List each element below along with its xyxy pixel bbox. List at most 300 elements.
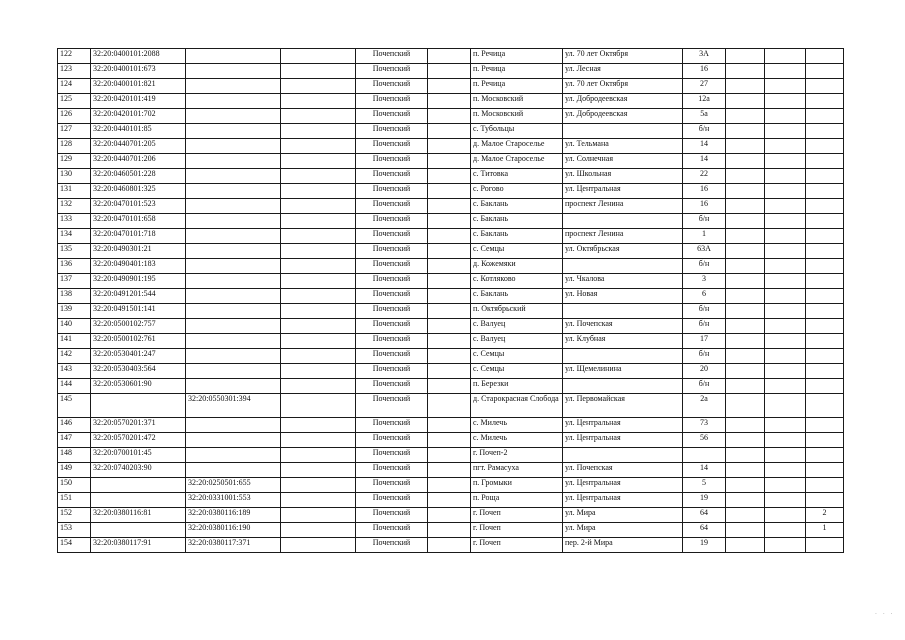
cell-house: 22 xyxy=(683,169,726,184)
cell-district: Почепский xyxy=(356,64,428,79)
cell-street: ул. Щемелинина xyxy=(563,364,683,379)
cell-cadastral-number: 32:20:0380117:91 xyxy=(91,538,186,553)
table-row xyxy=(58,493,844,508)
cell-settlement: пгт. Рамасуха xyxy=(471,463,563,478)
cell-street: ул. Центральная xyxy=(563,418,683,433)
cell-row-number: 129 xyxy=(58,154,91,169)
cell-empty xyxy=(281,124,356,139)
cell-street: ул. 70 лет Октября xyxy=(563,79,683,94)
cell-cadastral-number-2 xyxy=(186,448,281,463)
cell-district: Почепский xyxy=(356,379,428,394)
cell-street: ул. 70 лет Октября xyxy=(563,49,683,64)
cell-cadastral-number-2 xyxy=(186,433,281,448)
cell-house: 19 xyxy=(683,493,726,508)
cell-empty xyxy=(281,394,356,418)
cell-house: 16 xyxy=(683,199,726,214)
cell-cadastral-number-2 xyxy=(186,154,281,169)
cell-extra: 1 xyxy=(806,523,844,538)
cell-district: Почепский xyxy=(356,508,428,523)
cell-cadastral-number-2 xyxy=(186,274,281,289)
cell-street xyxy=(563,259,683,274)
cell-settlement: с. Рогово xyxy=(471,184,563,199)
table-row xyxy=(58,184,844,199)
cell-extra xyxy=(806,184,844,199)
cell-cadastral-number: 32:20:0440701:206 xyxy=(91,154,186,169)
cell-row-number: 143 xyxy=(58,364,91,379)
cell-district: Почепский xyxy=(356,274,428,289)
cell-row-number: 147 xyxy=(58,433,91,448)
cell-row-number: 138 xyxy=(58,289,91,304)
cell-settlement: д. Малое Староселье xyxy=(471,154,563,169)
cell-cadastral-number-2 xyxy=(186,259,281,274)
cell-empty xyxy=(281,64,356,79)
cell-district: Почепский xyxy=(356,493,428,508)
cell-empty xyxy=(765,169,806,184)
table-row xyxy=(58,259,844,274)
cell-row-number: 136 xyxy=(58,259,91,274)
cell-cadastral-number xyxy=(91,523,186,538)
cell-row-number: 135 xyxy=(58,244,91,259)
cell-row-number: 146 xyxy=(58,418,91,433)
cell-house: б/н xyxy=(683,349,726,364)
cell-street: ул. Солнечная xyxy=(563,154,683,169)
cell-house: 27 xyxy=(683,79,726,94)
cell-empty xyxy=(428,229,471,244)
cell-empty xyxy=(428,199,471,214)
cell-house: б/н xyxy=(683,379,726,394)
cell-empty xyxy=(726,538,765,553)
cell-district: Почепский xyxy=(356,49,428,64)
cell-extra xyxy=(806,94,844,109)
table-row xyxy=(58,154,844,169)
cell-extra xyxy=(806,418,844,433)
cell-row-number: 141 xyxy=(58,334,91,349)
cell-row-number: 130 xyxy=(58,169,91,184)
cell-house: 17 xyxy=(683,334,726,349)
cell-settlement: с. Баклань xyxy=(471,289,563,304)
cell-empty xyxy=(765,349,806,364)
cell-district: Почепский xyxy=(356,289,428,304)
cell-extra: 2 xyxy=(806,508,844,523)
table-row xyxy=(58,229,844,244)
cell-settlement: п. Московский xyxy=(471,109,563,124)
scan-marks: . . . xyxy=(875,609,895,616)
cell-cadastral-number: 32:20:0400101:673 xyxy=(91,64,186,79)
cell-settlement: г. Почеп xyxy=(471,508,563,523)
cell-row-number: 145 xyxy=(58,394,91,418)
cell-row-number: 126 xyxy=(58,109,91,124)
cell-cadastral-number: 32:20:0530601:90 xyxy=(91,379,186,394)
cell-district: Почепский xyxy=(356,448,428,463)
cell-extra xyxy=(806,139,844,154)
cell-empty xyxy=(726,139,765,154)
cell-extra xyxy=(806,259,844,274)
table-row xyxy=(58,508,844,523)
cell-cadastral-number xyxy=(91,478,186,493)
cell-settlement: п. Московский xyxy=(471,94,563,109)
cell-extra xyxy=(806,154,844,169)
cell-empty xyxy=(726,448,765,463)
cell-house: б/н xyxy=(683,304,726,319)
cell-settlement: д. Кожемяки xyxy=(471,259,563,274)
cell-empty xyxy=(428,124,471,139)
cell-empty xyxy=(281,418,356,433)
cell-cadastral-number-2: 32:20:0380116:190 xyxy=(186,523,281,538)
cell-house: 14 xyxy=(683,154,726,169)
cell-empty xyxy=(726,199,765,214)
cell-street: ул. Центральная xyxy=(563,433,683,448)
cell-district: Почепский xyxy=(356,214,428,229)
cell-cadastral-number: 32:20:0460801:325 xyxy=(91,184,186,199)
cell-empty xyxy=(765,478,806,493)
cell-empty xyxy=(281,139,356,154)
cell-empty xyxy=(428,79,471,94)
table-row xyxy=(58,274,844,289)
cell-empty xyxy=(765,538,806,553)
cell-cadastral-number-2 xyxy=(186,184,281,199)
cell-cadastral-number-2 xyxy=(186,49,281,64)
register-table-body xyxy=(58,49,844,553)
cell-cadastral-number-2 xyxy=(186,124,281,139)
cell-empty xyxy=(428,508,471,523)
cell-empty xyxy=(726,493,765,508)
cell-empty xyxy=(428,274,471,289)
cell-empty xyxy=(281,229,356,244)
cell-empty xyxy=(765,289,806,304)
cell-empty xyxy=(428,169,471,184)
cell-cadastral-number: 32:20:0570201:472 xyxy=(91,433,186,448)
cell-empty xyxy=(281,289,356,304)
cell-empty xyxy=(765,139,806,154)
cell-house: 73 xyxy=(683,418,726,433)
cell-extra xyxy=(806,244,844,259)
cell-empty xyxy=(726,304,765,319)
cell-empty xyxy=(765,94,806,109)
cell-cadastral-number-2 xyxy=(186,349,281,364)
table-row xyxy=(58,244,844,259)
cell-empty xyxy=(765,109,806,124)
cell-empty xyxy=(281,169,356,184)
table-row xyxy=(58,139,844,154)
cell-settlement: д. Старокрасная Слобода xyxy=(471,394,563,418)
cell-street: ул. Центральная xyxy=(563,478,683,493)
cell-cadastral-number: 32:20:0530401:247 xyxy=(91,349,186,364)
cell-cadastral-number-2: 32:20:0250501:655 xyxy=(186,478,281,493)
cell-district: Почепский xyxy=(356,319,428,334)
cell-cadastral-number-2 xyxy=(186,79,281,94)
cell-empty xyxy=(281,478,356,493)
cell-empty xyxy=(281,274,356,289)
cell-house: 64 xyxy=(683,523,726,538)
cell-settlement: с. Котляково xyxy=(471,274,563,289)
cell-settlement: с. Семцы xyxy=(471,244,563,259)
table-row xyxy=(58,109,844,124)
cell-empty xyxy=(428,244,471,259)
cell-empty xyxy=(281,109,356,124)
cell-empty xyxy=(726,259,765,274)
cell-empty xyxy=(765,259,806,274)
cell-house: 3А xyxy=(683,49,726,64)
cell-settlement: п. Роща xyxy=(471,493,563,508)
cell-district: Почепский xyxy=(356,229,428,244)
cell-district: Почепский xyxy=(356,463,428,478)
cell-cadastral-number-2 xyxy=(186,289,281,304)
cell-empty xyxy=(428,214,471,229)
cell-empty xyxy=(428,523,471,538)
cell-empty xyxy=(428,493,471,508)
cell-street: проспект Ленина xyxy=(563,229,683,244)
cell-empty xyxy=(428,109,471,124)
cell-empty xyxy=(428,394,471,418)
cell-extra xyxy=(806,463,844,478)
cell-settlement: с. Баклань xyxy=(471,214,563,229)
cell-row-number: 133 xyxy=(58,214,91,229)
cell-extra xyxy=(806,478,844,493)
cell-empty xyxy=(726,274,765,289)
cell-house: 14 xyxy=(683,463,726,478)
cell-extra xyxy=(806,274,844,289)
cell-street xyxy=(563,124,683,139)
cell-empty xyxy=(281,319,356,334)
cell-settlement: п. Октябрьский xyxy=(471,304,563,319)
cell-extra xyxy=(806,214,844,229)
cell-cadastral-number-2: 32:20:0380117:371 xyxy=(186,538,281,553)
cell-house: 14 xyxy=(683,139,726,154)
cell-district: Почепский xyxy=(356,538,428,553)
cell-empty xyxy=(726,418,765,433)
table-row xyxy=(58,379,844,394)
cell-district: Почепский xyxy=(356,259,428,274)
cell-empty xyxy=(428,433,471,448)
table-row xyxy=(58,319,844,334)
cell-empty xyxy=(765,229,806,244)
cell-extra xyxy=(806,538,844,553)
cell-street: ул. Новая xyxy=(563,289,683,304)
cell-settlement: г. Почеп xyxy=(471,523,563,538)
cell-row-number: 152 xyxy=(58,508,91,523)
cell-cadastral-number: 32:20:0440101:85 xyxy=(91,124,186,139)
cell-empty xyxy=(428,538,471,553)
cell-empty xyxy=(428,349,471,364)
cell-cadastral-number: 32:20:0400101:821 xyxy=(91,79,186,94)
cell-empty xyxy=(428,64,471,79)
cell-row-number: 140 xyxy=(58,319,91,334)
cell-cadastral-number xyxy=(91,394,186,418)
cell-empty xyxy=(726,394,765,418)
cell-cadastral-number-2 xyxy=(186,109,281,124)
table-row xyxy=(58,289,844,304)
cell-cadastral-number-2 xyxy=(186,229,281,244)
cell-street: ул. Октябрьская xyxy=(563,244,683,259)
cell-district: Почепский xyxy=(356,304,428,319)
cell-district: Почепский xyxy=(356,364,428,379)
cell-cadastral-number-2: 32:20:0550301:394 xyxy=(186,394,281,418)
cell-row-number: 153 xyxy=(58,523,91,538)
cell-cadastral-number: 32:20:0470101:523 xyxy=(91,199,186,214)
cell-empty xyxy=(281,433,356,448)
cell-settlement: с. Баклань xyxy=(471,199,563,214)
cell-cadastral-number: 32:20:0380116:81 xyxy=(91,508,186,523)
cell-empty xyxy=(428,304,471,319)
cell-cadastral-number-2 xyxy=(186,169,281,184)
cell-extra xyxy=(806,109,844,124)
cell-empty xyxy=(765,154,806,169)
cell-street: ул. Тельмана xyxy=(563,139,683,154)
cell-cadastral-number-2 xyxy=(186,244,281,259)
cell-cadastral-number: 32:20:0500102:757 xyxy=(91,319,186,334)
cell-house: 63А xyxy=(683,244,726,259)
cell-row-number: 137 xyxy=(58,274,91,289)
cell-settlement: с. Семцы xyxy=(471,364,563,379)
cell-empty xyxy=(281,79,356,94)
cell-empty xyxy=(765,244,806,259)
cell-street: ул. Центральная xyxy=(563,184,683,199)
cell-empty xyxy=(281,493,356,508)
cell-extra xyxy=(806,379,844,394)
cell-empty xyxy=(765,319,806,334)
cell-settlement: с. Милечь xyxy=(471,433,563,448)
cell-empty xyxy=(726,334,765,349)
table-row xyxy=(58,214,844,229)
cell-extra xyxy=(806,169,844,184)
table-row xyxy=(58,364,844,379)
table-row xyxy=(58,94,844,109)
cell-settlement: с. Баклань xyxy=(471,229,563,244)
table-row xyxy=(58,49,844,64)
cell-cadastral-number: 32:20:0700101:45 xyxy=(91,448,186,463)
cell-extra xyxy=(806,49,844,64)
cell-cadastral-number: 32:20:0420101:702 xyxy=(91,109,186,124)
cell-empty xyxy=(765,64,806,79)
cell-house: 2а xyxy=(683,394,726,418)
cell-street xyxy=(563,379,683,394)
cell-street: ул. Почепская xyxy=(563,463,683,478)
cell-empty xyxy=(281,334,356,349)
cell-cadastral-number-2 xyxy=(186,379,281,394)
cell-street: ул. Центральная xyxy=(563,493,683,508)
cell-empty xyxy=(726,229,765,244)
cell-row-number: 150 xyxy=(58,478,91,493)
cell-settlement: с. Семцы xyxy=(471,349,563,364)
cell-settlement: п. Березки xyxy=(471,379,563,394)
cell-cadastral-number: 32:20:0491201:544 xyxy=(91,289,186,304)
cell-district: Почепский xyxy=(356,433,428,448)
cell-street: ул. Мира xyxy=(563,508,683,523)
cell-cadastral-number-2 xyxy=(186,319,281,334)
cell-cadastral-number: 32:20:0440701:205 xyxy=(91,139,186,154)
cell-empty xyxy=(726,364,765,379)
cell-empty xyxy=(281,49,356,64)
cell-empty xyxy=(281,184,356,199)
cell-empty xyxy=(765,49,806,64)
cell-empty xyxy=(281,538,356,553)
cell-extra xyxy=(806,289,844,304)
cell-empty xyxy=(765,274,806,289)
cell-row-number: 134 xyxy=(58,229,91,244)
cell-extra xyxy=(806,364,844,379)
table-row xyxy=(58,418,844,433)
cell-cadastral-number-2 xyxy=(186,334,281,349)
cell-district: Почепский xyxy=(356,523,428,538)
cell-empty xyxy=(281,244,356,259)
cell-empty xyxy=(765,124,806,139)
cell-house: б/н xyxy=(683,214,726,229)
cell-empty xyxy=(726,214,765,229)
cell-street: ул. Клубная xyxy=(563,334,683,349)
cell-empty xyxy=(765,433,806,448)
cell-cadastral-number-2 xyxy=(186,304,281,319)
cell-empty xyxy=(281,523,356,538)
cell-empty xyxy=(726,184,765,199)
cell-empty xyxy=(428,478,471,493)
cell-cadastral-number: 32:20:0420101:419 xyxy=(91,94,186,109)
cell-cadastral-number: 32:20:0490401:183 xyxy=(91,259,186,274)
cell-empty xyxy=(765,79,806,94)
cell-house: 64 xyxy=(683,508,726,523)
cell-empty xyxy=(765,394,806,418)
cell-settlement: г. Почеп-2 xyxy=(471,448,563,463)
cell-settlement: с. Валуец xyxy=(471,319,563,334)
cell-district: Почепский xyxy=(356,124,428,139)
cell-extra xyxy=(806,64,844,79)
cell-empty xyxy=(726,508,765,523)
cell-district: Почепский xyxy=(356,478,428,493)
cell-row-number: 124 xyxy=(58,79,91,94)
table-row xyxy=(58,478,844,493)
cell-district: Почепский xyxy=(356,349,428,364)
cell-row-number: 122 xyxy=(58,49,91,64)
cell-empty xyxy=(726,289,765,304)
cell-empty xyxy=(281,304,356,319)
cell-cadastral-number-2 xyxy=(186,139,281,154)
cell-empty xyxy=(765,448,806,463)
cell-house: 16 xyxy=(683,64,726,79)
cell-empty xyxy=(428,139,471,154)
cell-cadastral-number-2 xyxy=(186,364,281,379)
cell-extra xyxy=(806,79,844,94)
cell-cadastral-number: 32:20:0530403:564 xyxy=(91,364,186,379)
cell-empty xyxy=(428,49,471,64)
cell-house: 5 xyxy=(683,478,726,493)
cell-empty xyxy=(726,349,765,364)
cell-house: 5а xyxy=(683,109,726,124)
cell-house: 12а xyxy=(683,94,726,109)
cell-empty xyxy=(765,334,806,349)
table-row xyxy=(58,199,844,214)
table-row xyxy=(58,124,844,139)
cell-row-number: 127 xyxy=(58,124,91,139)
cell-cadastral-number-2 xyxy=(186,94,281,109)
cell-empty xyxy=(281,259,356,274)
cell-extra xyxy=(806,493,844,508)
cell-extra xyxy=(806,199,844,214)
table-row xyxy=(58,538,844,553)
cell-row-number: 142 xyxy=(58,349,91,364)
table-row xyxy=(58,394,844,418)
cell-cadastral-number: 32:20:0400101:2088 xyxy=(91,49,186,64)
cell-extra xyxy=(806,349,844,364)
cell-district: Почепский xyxy=(356,184,428,199)
cell-cadastral-number-2 xyxy=(186,199,281,214)
cell-street xyxy=(563,448,683,463)
cell-empty xyxy=(726,154,765,169)
cell-cadastral-number: 32:20:0470101:658 xyxy=(91,214,186,229)
cell-empty xyxy=(281,508,356,523)
cell-house: б/н xyxy=(683,319,726,334)
cell-empty xyxy=(281,364,356,379)
cell-empty xyxy=(726,79,765,94)
cell-row-number: 131 xyxy=(58,184,91,199)
